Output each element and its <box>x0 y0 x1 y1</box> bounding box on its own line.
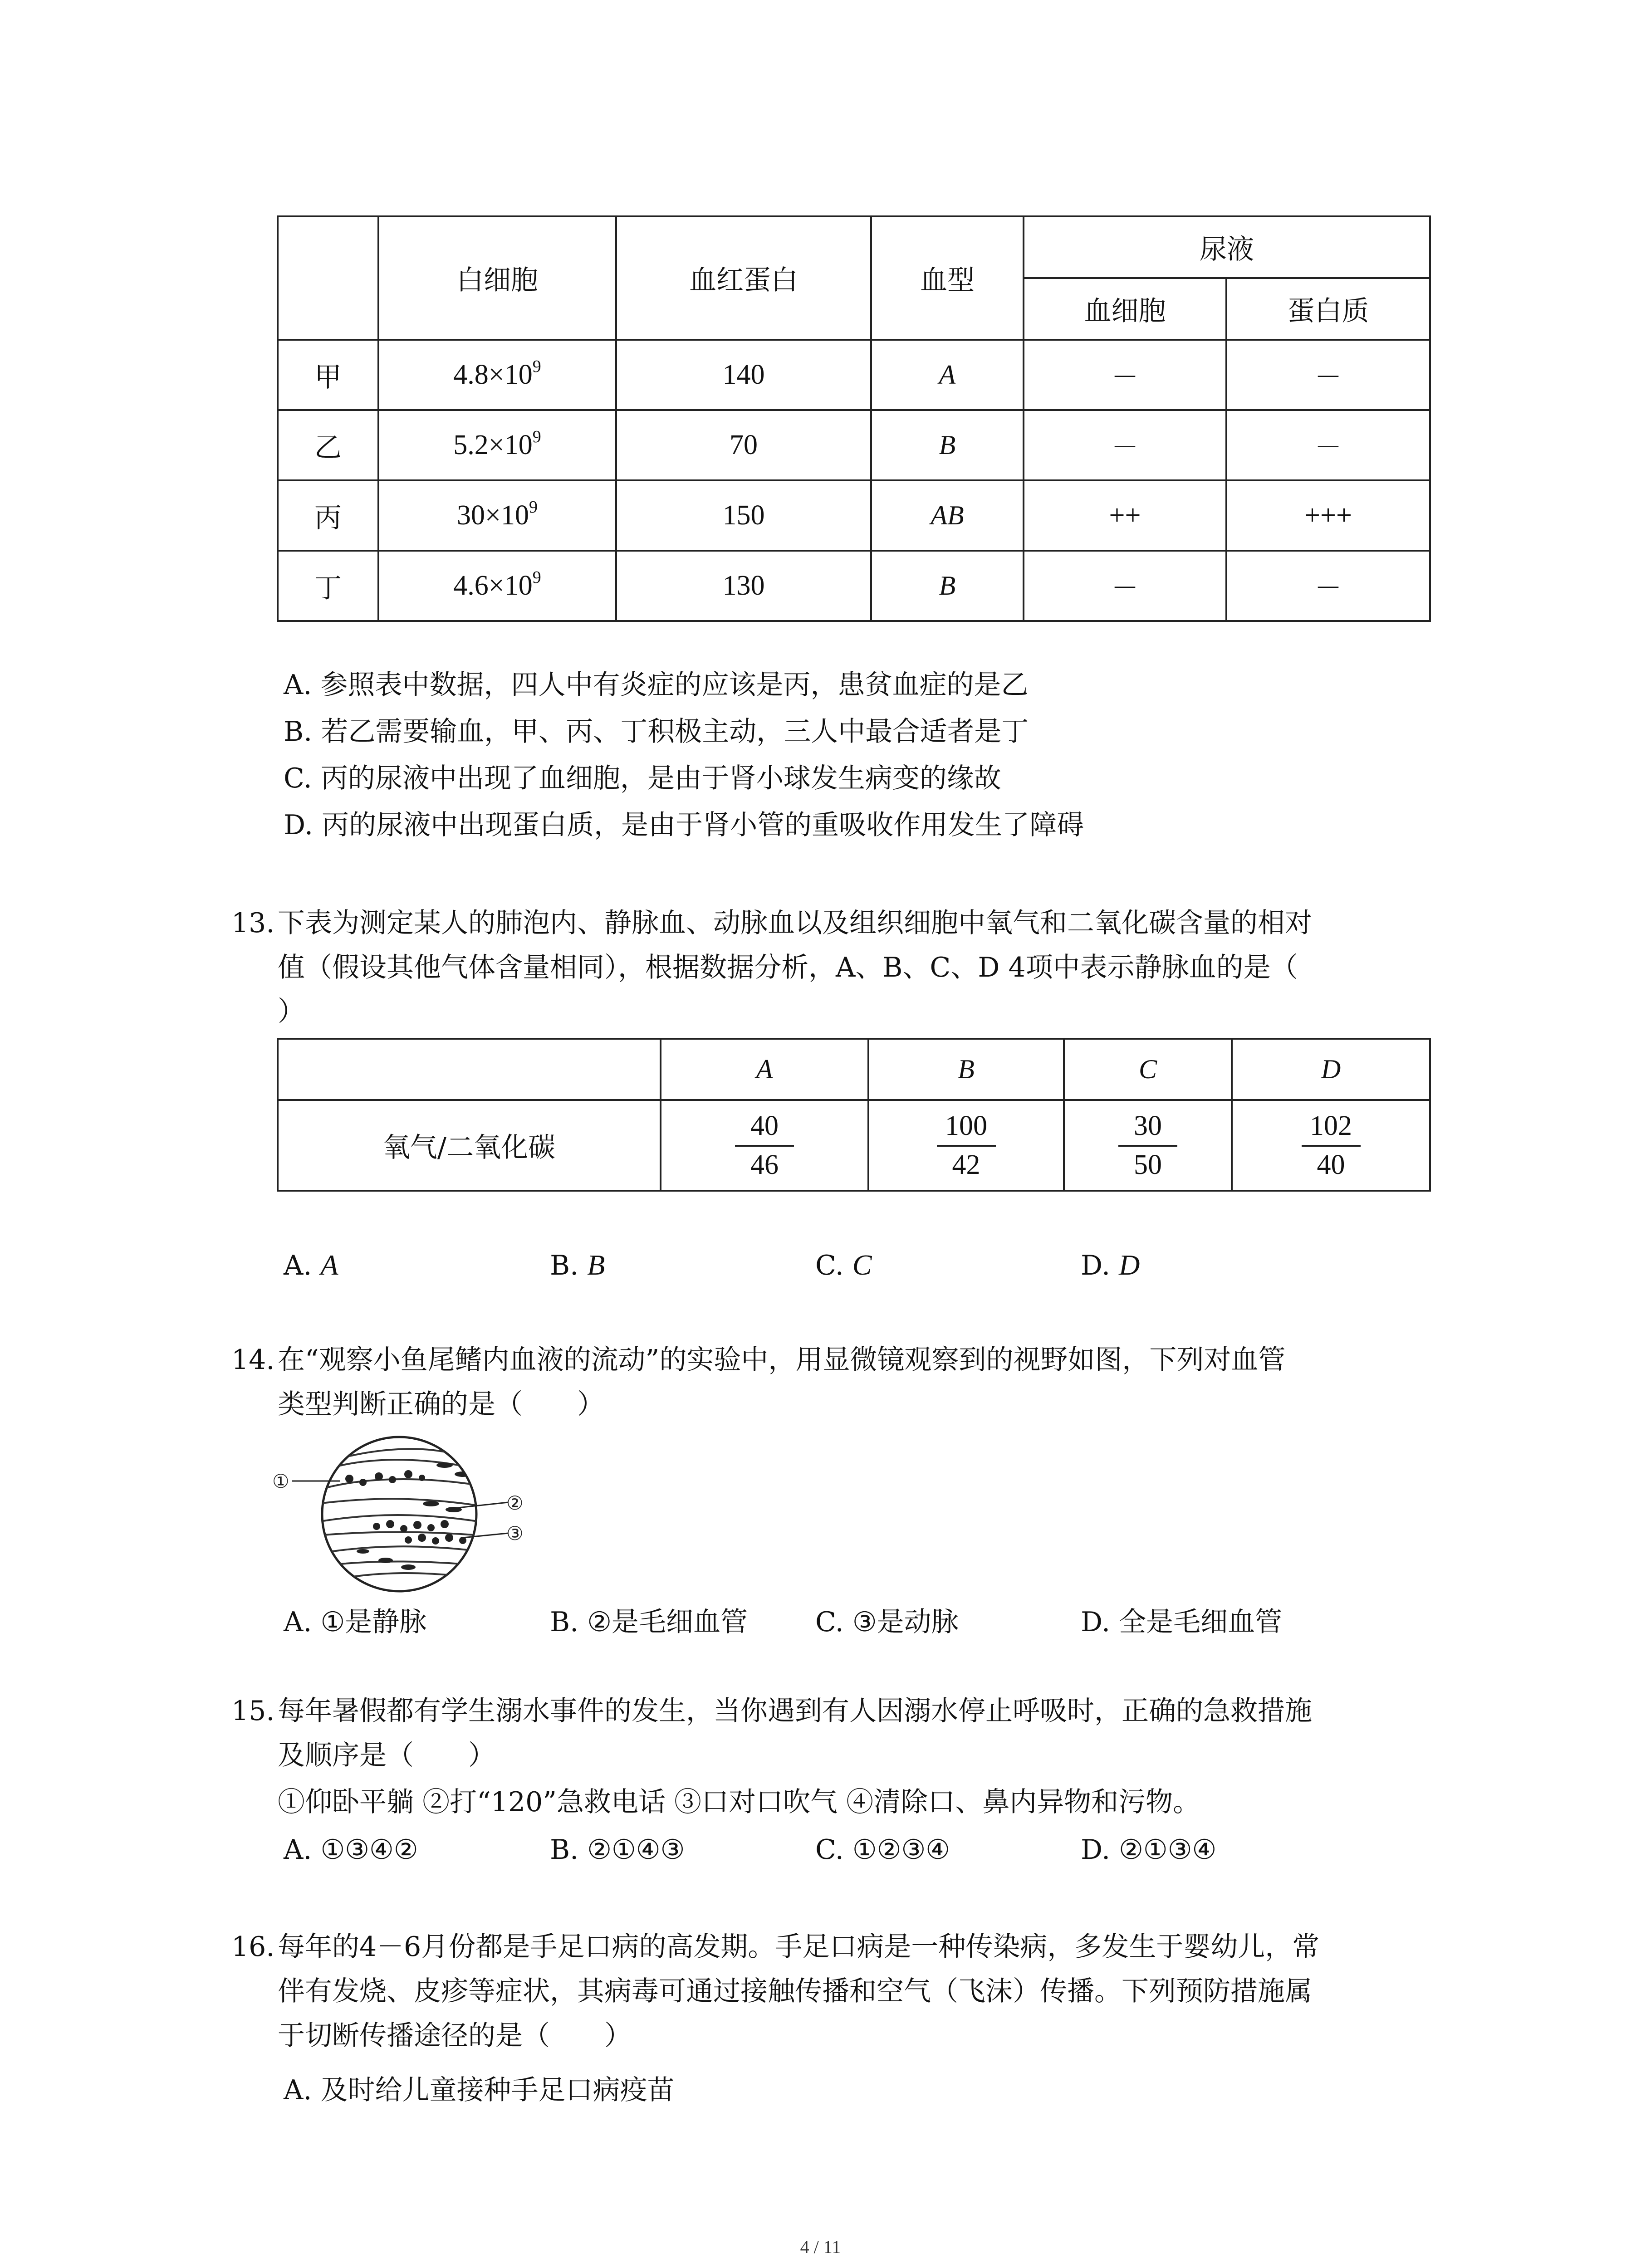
q13-option-a: A. A <box>284 1249 338 1281</box>
q13-option-c: C. C <box>815 1249 872 1281</box>
row-label: 氧气/二氧化碳 <box>278 1100 661 1191</box>
ratio-cell-c <box>1064 1100 1232 1191</box>
q12-option-c: C. 丙的尿液中出现了血细胞，是由于肾小球发生病变的缘故 <box>284 763 1001 794</box>
q16-text-line1: 每年的4－6月份都是手足口病的高发期。手足口病是一种传染病，多发生于婴幼儿，常 <box>278 1931 1320 1963</box>
q14-number: 14. <box>231 1344 275 1376</box>
q12-option-d: D. 丙的尿液中出现蛋白质，是由于肾小管的重吸收作用发生了障碍 <box>284 809 1084 841</box>
urine-blood-cells-value: ++ <box>1024 480 1226 551</box>
q16-text-line2: 伴有发烧、皮疹等症状，其病毒可通过接触传播和空气（飞沫）传播。下列预防措施属 <box>278 1975 1312 2007</box>
blood-type-value: B <box>871 410 1024 480</box>
q13-number: 13. <box>231 907 275 939</box>
q16-text-line3: 于切断传播途径的是（ ） <box>278 2020 632 2052</box>
blood-type-value: B <box>871 551 1024 621</box>
q15-number: 15. <box>231 1695 275 1727</box>
ratio-cell-a <box>661 1100 868 1191</box>
row-name: 乙 <box>278 410 378 480</box>
q15-option-b: B. ②①④③ <box>550 1834 685 1866</box>
microscope-field-figure <box>272 1429 526 1601</box>
row-name: 甲 <box>278 340 378 410</box>
q15-text-line1: 每年暑假都有学生溺水事件的发生，当你遇到有人因溺水停止呼吸时，正确的急救措施 <box>278 1695 1312 1727</box>
hemoglobin-value: 150 <box>616 480 871 551</box>
header-col-d: D <box>1232 1039 1430 1100</box>
header-col-c: C <box>1064 1039 1232 1100</box>
urine-protein-value: － <box>1226 340 1430 410</box>
table-row <box>278 340 1430 410</box>
wbc-value: $4.8\times 10^9$ <box>378 340 616 410</box>
table-row <box>278 480 1430 551</box>
blood-test-table <box>277 215 1431 622</box>
page-number: 4 / 11 <box>800 2237 841 2257</box>
header-blank <box>278 1039 661 1100</box>
label-2: ② <box>506 1492 524 1514</box>
denominator: 40 <box>1317 1149 1345 1180</box>
table-row <box>278 1100 1430 1191</box>
header-wbc: 白细胞 <box>378 216 616 340</box>
ratio-cell-b <box>868 1100 1064 1191</box>
q15-option-a: A. ①③④② <box>284 1834 418 1866</box>
q16-number: 16. <box>231 1931 275 1963</box>
numerator: 102 <box>1310 1110 1352 1142</box>
denominator: 46 <box>750 1149 779 1180</box>
q12-option-a: A. 参照表中数据，四人中有炎症的应该是丙，患贫血症的是乙 <box>284 669 1029 701</box>
q13-text-line3: ） <box>278 996 305 1027</box>
hemoglobin-value: 140 <box>616 340 871 410</box>
header-urine-protein: 蛋白质 <box>1226 278 1430 340</box>
q12-option-b: B. 若乙需要输血，甲、丙、丁积极主动，三人中最合适者是丁 <box>284 716 1029 748</box>
q14-option-c: C. ③是动脉 <box>815 1606 959 1638</box>
label-3: ③ <box>506 1522 524 1545</box>
q14-text-line1: 在“观察小鱼尾鳍内血液的流动”的实验中，用显微镜观察到的视野如图，下列对血管 <box>278 1344 1286 1376</box>
label-1: ① <box>272 1470 289 1492</box>
q14-text-line2: 类型判断正确的是（ ） <box>278 1388 604 1420</box>
q15-text-line2: 及顺序是（ ） <box>278 1740 495 1771</box>
q14-option-d: D. 全是毛细血管 <box>1081 1606 1283 1638</box>
gas-ratio-table <box>277 1038 1431 1192</box>
hemoglobin-value: 70 <box>616 410 871 480</box>
urine-blood-cells-value: － <box>1024 551 1226 621</box>
table-row <box>278 551 1430 621</box>
header-blood-type: 血型 <box>871 216 1024 340</box>
wbc-value: $30\times 10^9$ <box>378 480 616 551</box>
urine-protein-value: － <box>1226 551 1430 621</box>
header-col-b: B <box>868 1039 1064 1100</box>
q13-text-line1: 下表为测定某人的肺泡内、静脉血、动脉血以及组织细胞中氧气和二氧化碳含量的相对 <box>278 907 1312 939</box>
wbc-value: $5.2\times 10^9$ <box>378 410 616 480</box>
table-row <box>278 410 1430 480</box>
urine-blood-cells-value: － <box>1024 340 1226 410</box>
q13-option-d: D. D <box>1081 1249 1140 1281</box>
q16-option-a: A. 及时给儿童接种手足口病疫苗 <box>284 2074 675 2106</box>
ratio-cell-d <box>1232 1100 1430 1191</box>
urine-protein-value: － <box>1226 410 1430 480</box>
denominator: 50 <box>1134 1149 1162 1180</box>
blood-type-value: A <box>871 340 1024 410</box>
header-urine-blood-cells: 血细胞 <box>1024 278 1226 340</box>
header-blank <box>278 216 378 340</box>
q15-text-line3: ①仰卧平躺 ②打“120”急救电话 ③口对口吹气 ④清除口、鼻内异物和污物。 <box>278 1786 1200 1818</box>
numerator: 30 <box>1134 1110 1162 1142</box>
q13-option-b: B. B <box>550 1249 605 1281</box>
row-name: 丙 <box>278 480 378 551</box>
header-hemoglobin: 血红蛋白 <box>616 216 871 340</box>
wbc-value: $4.6\times 10^9$ <box>378 551 616 621</box>
q13-text-line2: 值（假设其他气体含量相同），根据数据分析，A、B、C、D 4项中表示静脉血的是（ <box>278 952 1298 983</box>
blood-type-value: AB <box>871 480 1024 551</box>
denominator: 42 <box>952 1149 980 1180</box>
header-col-a: A <box>661 1039 868 1100</box>
numerator: 100 <box>945 1110 987 1142</box>
numerator: 40 <box>750 1110 779 1142</box>
header-urine: 尿液 <box>1024 216 1430 278</box>
row-name: 丁 <box>278 551 378 621</box>
hemoglobin-value: 130 <box>616 551 871 621</box>
q15-option-c: C. ①②③④ <box>815 1834 950 1866</box>
urine-protein-value: +++ <box>1226 480 1430 551</box>
q14-option-a: A. ①是静脉 <box>284 1606 427 1638</box>
q14-option-b: B. ②是毛细血管 <box>550 1606 748 1638</box>
q15-option-d: D. ②①③④ <box>1081 1834 1217 1866</box>
urine-blood-cells-value: － <box>1024 410 1226 480</box>
